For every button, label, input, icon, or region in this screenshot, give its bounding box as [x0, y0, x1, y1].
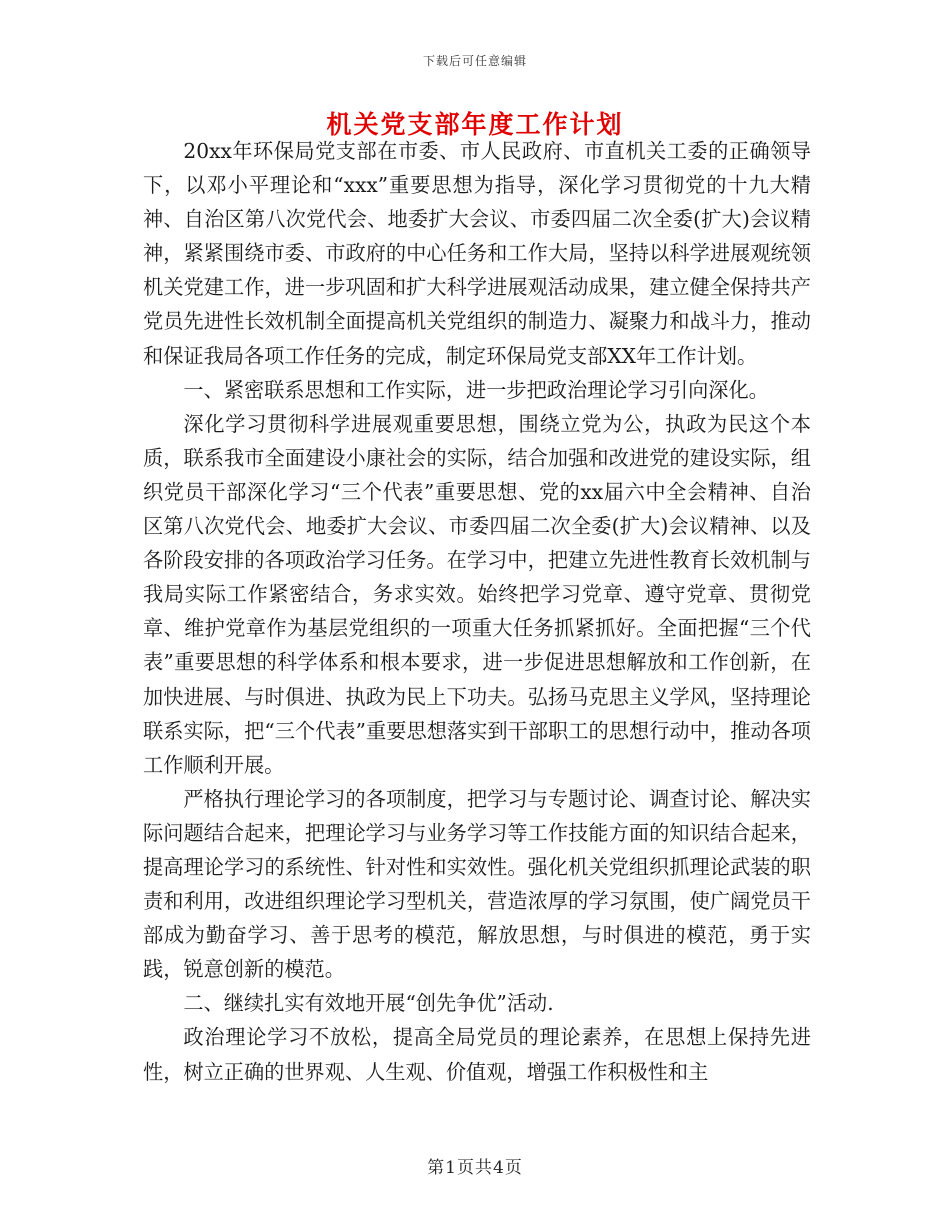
- body-paragraph: 20xx年环保局党支部在市委、市人民政府、市直机关工委的正确领导下，以邓小平理论和“xxx”重要思想为指导，深化学习贯彻党的十九大精神、自治区第八次党代会、地委扩大会议、市委四届二次全委(扩大)会议精神，紧紧围绕市委、市政府的中心任务和工作大局，坚持以科学进展观统领机关党建工作，进一步巩固和扩大科学进展观活动成果，建立健全保持共产党员先进性长效机制全面提高机关党组织的制造力、凝聚力和战斗力，推动和保证我局各项工作任务的完成，制定环保局党支部XX年工作计划。: [143, 139, 811, 368]
- footer-total-pages: 4: [493, 1158, 505, 1178]
- page-footer: [0, 1153, 950, 1178]
- body-paragraph: 深化学习贯彻科学进展观重要思想，围绕立党为公，执政为民这个本质，联系我市全面建设小康社会的实际，结合加强和改进党的建设实际，组织党员干部深化学习“三个代表”重要思想、党的xx届六中全会精神、自治区第八次党代会、地委扩大会议、市委四届二次全委(扩大)会议精神、以及各阶段安排的各项政治学习任务。在学习中，把建立先进性教育长效机制与我局实际工作紧密结合，务求实效。始终把学习党章、遵守党章、贯彻党章、维护党章作为基层党组织的一项重大任务抓紧抓好。全面把握“三个代表”重要思想的科学体系和根本要求，进一步促进思想解放和工作创新，在加快进展、与时俱进、执政为民上下功夫。弘扬马克思主义学风，坚持理论联系实际，把“三个代表”重要思想落实到干部职工的思想行动中，推动各项工作顺利开展。: [143, 411, 811, 777]
- footer-prefix: 第: [427, 1158, 446, 1178]
- page-header-note: 下载后可任意编辑: [422, 54, 527, 68]
- footer-current-page: 1: [445, 1158, 457, 1178]
- footer-suffix: 页: [504, 1158, 523, 1178]
- body-paragraph: 严格执行理论学习的各项制度，把学习与专题讨论、调查讨论、解决实际问题结合起来，把理论学习与业务学习等工作技能方面的知识结合起来，提高理论学习的系统性、针对性和实效性。强化机关党组织抓理论武装的职责和利用，改进组织理论学习型机关，营造浓厚的学习氛围，使广阔党员干部成为勤奋学习、善于思考的模范，解放思想，与时俱进的模范，勇于实践，锐意创新的模范。: [143, 786, 811, 982]
- footer-total-prefix: 共: [475, 1158, 493, 1178]
- footer-page-word: 页: [457, 1158, 475, 1178]
- document-title: 机关党支部年度工作计划: [326, 110, 624, 139]
- section-heading: 一、紧密联系思想和工作实际，进一步把政治理论学习引向深化。: [183, 377, 769, 402]
- body-paragraph: 政治理论学习不放松，提高全局党员的理论素养，在思想上保持先进性，树立正确的世界观、人生观、价值观，增强工作积极性和主: [143, 1025, 811, 1084]
- document-body: [143, 134, 811, 1089]
- section-heading: 二、继续扎实有效地开展“创先争优”活动.: [183, 991, 554, 1016]
